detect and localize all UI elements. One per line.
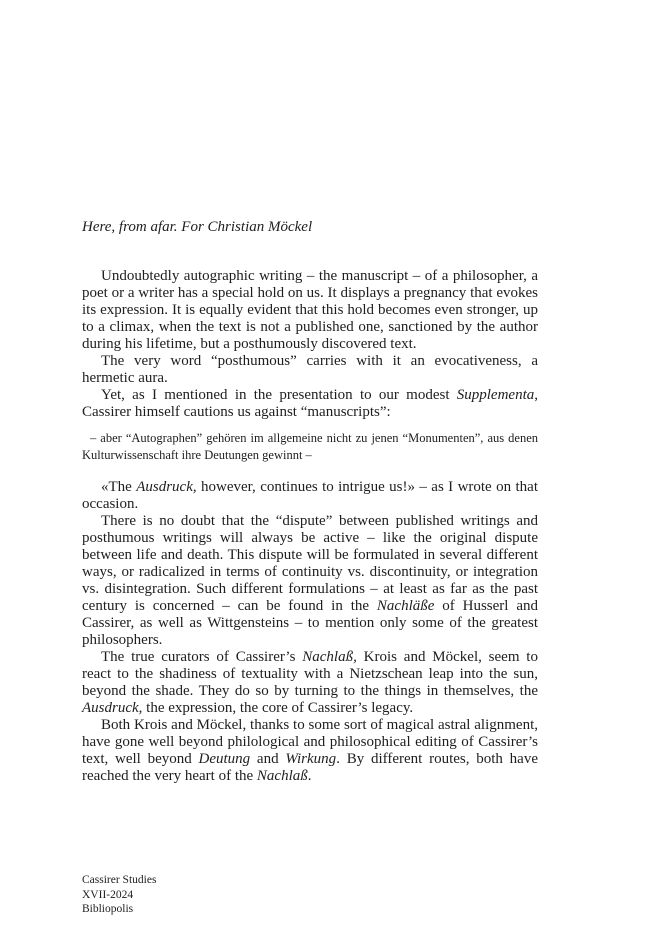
text-span: and <box>250 751 286 767</box>
journal-volume: XVII-2024 <box>82 888 134 901</box>
paragraph-1: Undoubtedly autographic writing – the manuscript – of a philosopher, a poet or a writer has a special hold on us. It displays a pregnancy that evokes its expression. It is equally evident that this hold becomes even stronger, up to a climax, when the text is not a published one, sanctioned by the author during his lifetime, but a posthumously discovered text. <box>82 268 538 352</box>
paragraph-7 <box>82 717 538 785</box>
text-span: . <box>307 768 312 784</box>
spacer <box>82 472 538 479</box>
emphasis-text: Nachlaß, <box>302 649 357 665</box>
text-span: There is no doubt that the “dispute” between published writings and posthumous writings will always be active – like the original dispute between life and death. This dispute will be formulated in several different ways, or radicalized in terms of continuity vs. discontinuity, or integration vs. disintegration. Such different formulations – at least as far as the past century is concerned – can be found in the <box>82 513 538 614</box>
text-span: , Cassirer himself cautions us against “manuscripts”: <box>82 387 538 420</box>
text-span: . By different routes, both have reached the very heart of the <box>82 751 538 784</box>
paragraph-3 <box>82 387 538 421</box>
emphasis-text: Wirkung <box>285 751 337 767</box>
journal-footer <box>82 873 156 917</box>
text-span: Yet, as I mentioned in the presentation to our modest <box>101 387 457 403</box>
text-span: of Husserl and Cassirer, as well as Wittgensteins – to mention only some of the greatest philosophers. <box>82 598 538 648</box>
emphasis-text: Nachlaß <box>256 768 308 784</box>
journal-name: Cassirer Studies <box>82 874 157 886</box>
text-span: The true curators of Cassirer’s <box>101 649 303 665</box>
emphasis-text: Deutung <box>198 751 251 767</box>
paragraph-6 <box>82 649 538 717</box>
emphasis-text: Supplementa <box>456 387 535 403</box>
text-span: «The <box>101 479 137 495</box>
text-span: Both Krois and Möckel, thanks to some sort of magical astral alignment, have gone well beyond philological and philosophical editing of Cassirer’s text, well beyond <box>82 717 538 767</box>
block-quote: – aber “Autographen” gehören im allgemeine nicht zu jenen “Monumenten”, aus denen Kulturwissenschaft ihre Deutungen gewinnt – <box>82 431 538 462</box>
paragraph-2: The very word “posthumous” carries with it an evocativeness, a hermetic aura. <box>82 353 538 386</box>
emphasis-text: Ausdruck, <box>82 700 143 716</box>
article-title: Here, from afar. For Christian Möckel <box>82 219 313 235</box>
publisher-name: Bibliopolis <box>82 903 134 915</box>
text-span: the expression, the core of Cassirer’s legacy. <box>142 700 414 716</box>
emphasis-text: Nachläße <box>376 598 435 614</box>
emphasis-text: Ausdruck, <box>136 479 197 495</box>
paragraph-5 <box>82 513 538 649</box>
text-span: Krois and Möckel, seem to react to the shadiness of textuality with a Nietzschean leap into the sun, beyond the shade. They do so by turning to the things in themselves, the <box>82 649 538 699</box>
article-body <box>82 268 538 785</box>
text-span: however, continues to intrigue us!» – as I wrote on that occasion. <box>82 479 538 512</box>
paragraph-4 <box>82 479 538 513</box>
